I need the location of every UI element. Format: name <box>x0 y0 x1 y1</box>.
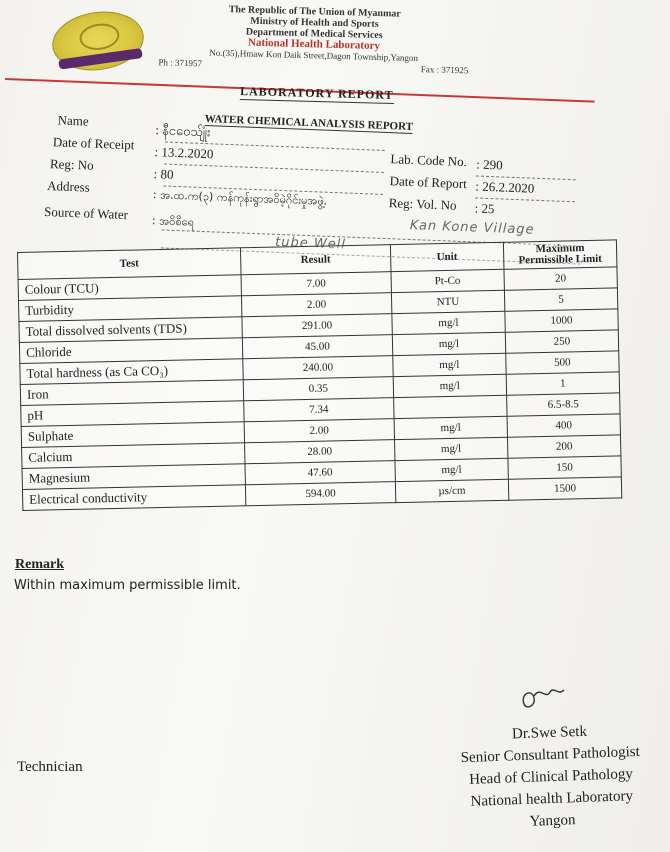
report-date-label: Date of Report <box>389 173 468 192</box>
results-table-body <box>18 267 622 510</box>
limit-cell: 1500 <box>508 477 622 500</box>
limit-cell: 1000 <box>505 309 619 332</box>
report-subtitle: WATER CHEMICAL ANALYSIS REPORT <box>204 113 414 133</box>
address-value: : အ.ထ.က(၃) ကန်ကုန်းရွာအဝိမဲ့ဂိုင်းမှုအဖွဲ့. <box>152 188 328 208</box>
remark-text: Within maximum permissible limit. <box>14 578 241 593</box>
result-cell: 0.35 <box>243 377 393 401</box>
technician-label: Technician <box>17 759 83 775</box>
signature-icon <box>512 676 572 716</box>
result-cell: 7.00 <box>241 272 391 296</box>
unit-cell <box>393 395 507 418</box>
col-result: Result <box>241 245 391 275</box>
header-phone: Ph : 371957 <box>158 57 203 69</box>
limit-cell: 250 <box>505 330 619 353</box>
unit-cell: mg/l <box>393 374 507 397</box>
results-table-wrap <box>17 239 622 511</box>
test-cell: Sulphate <box>21 422 244 448</box>
source-value: : အဝိစိရေ <box>151 214 195 229</box>
seal-band <box>58 48 143 70</box>
result-cell: 2.00 <box>244 419 394 443</box>
header-line2: Ministry of Health and Sports <box>250 15 379 30</box>
header-line3: Department of Medical Services <box>245 26 383 42</box>
limit-cell: 150 <box>508 456 622 479</box>
name-label: Name <box>57 112 90 129</box>
limit-cell: 400 <box>507 414 621 437</box>
limit-cell: 6.5-8.5 <box>506 393 620 416</box>
header-line1: The Republic of The Union of Myanmar <box>228 4 401 20</box>
results-table <box>17 239 622 511</box>
address-label: Address <box>46 178 91 195</box>
signatory-line3: National health Laboratory <box>470 788 634 810</box>
report-date-value: : 26.2.2020 <box>475 178 535 196</box>
result-cell: 2.00 <box>242 293 392 317</box>
name-value: : နီငဝေ​သ်ျုံး <box>155 122 211 140</box>
unit-cell: mg/l <box>393 353 507 376</box>
source-handwritten: tube Well <box>274 234 347 253</box>
reg-vol-value: : 25 <box>474 200 495 217</box>
col-limit: Maximum Permissible Limit <box>503 240 617 269</box>
limit-cell: 1 <box>506 372 620 395</box>
unit-cell: mg/l <box>392 332 506 355</box>
letterhead <box>148 2 480 77</box>
ministry-seal-icon <box>48 6 147 76</box>
test-cell: Total hardness (as Ca CO₃) <box>20 359 243 385</box>
receipt-label: Date of Receipt <box>52 134 135 153</box>
unit-cell: µs/cm <box>395 479 509 502</box>
seal-emblem-icon <box>78 21 121 52</box>
source-label: Source of Water <box>43 203 129 223</box>
unit-cell: mg/l <box>395 458 509 481</box>
limit-cell: 5 <box>504 288 618 311</box>
test-cell: Turbidity <box>19 296 242 322</box>
col-unit: Unit <box>390 242 504 271</box>
reg-value: : 80 <box>153 166 174 182</box>
limit-cell: 500 <box>506 351 620 374</box>
result-cell: 594.00 <box>245 482 395 506</box>
header-address: No.(35),Hmaw Kon Daik Street,Dagon Township,Yangon <box>209 47 419 64</box>
test-cell: Colour (TCU) <box>18 275 241 301</box>
receipt-value: : 13.2.2020 <box>154 144 214 162</box>
signatory-line2: Head of Clinical Pathology <box>468 766 634 788</box>
receipt-dots <box>164 162 384 172</box>
result-cell: 28.00 <box>245 440 395 464</box>
result-cell: 291.00 <box>242 314 392 338</box>
test-cell: Total dissolved solvents (TDS) <box>19 317 242 343</box>
test-cell: Calcium <box>22 443 245 469</box>
reg-vol-label: Reg: Vol. No <box>388 195 457 213</box>
test-cell: Magnesium <box>22 464 245 490</box>
unit-cell: NTU <box>391 290 505 313</box>
unit-cell: Pt-Co <box>391 269 505 292</box>
address-handwritten: Kan Kone Village <box>409 217 535 238</box>
result-cell: 47.60 <box>245 461 395 485</box>
signatory-name: Dr.Swe Setk <box>511 723 588 743</box>
lab-code-label: Lab. Code No. <box>390 151 468 170</box>
lab-code-value: : 290 <box>476 156 503 173</box>
result-cell: 240.00 <box>243 356 393 380</box>
col-test: Test <box>18 248 242 280</box>
result-cell: 45.00 <box>242 335 392 359</box>
signatory-line4: Yangon <box>529 812 576 830</box>
report-title: LABORATORY REPORT <box>239 83 394 103</box>
unit-cell: mg/l <box>394 416 508 439</box>
unit-cell: mg/l <box>392 311 506 334</box>
test-cell: pH <box>21 401 244 427</box>
limit-cell: 200 <box>507 435 621 458</box>
test-cell: Electrical conductivity <box>22 485 245 511</box>
test-cell: Chloride <box>19 338 242 364</box>
result-cell: 7.34 <box>244 398 394 422</box>
signatory-block <box>444 718 658 835</box>
header-line4: National Health Laboratory <box>247 36 381 53</box>
unit-cell: mg/l <box>394 437 508 460</box>
header-fax: Fax : 371925 <box>420 64 469 76</box>
test-cell: Iron <box>20 380 243 406</box>
reg-label: Reg: No <box>49 156 94 173</box>
signatory-line1: Senior Consultant Pathologist <box>460 743 641 767</box>
remark-title: Remark <box>15 557 64 572</box>
limit-cell: 20 <box>504 267 618 290</box>
